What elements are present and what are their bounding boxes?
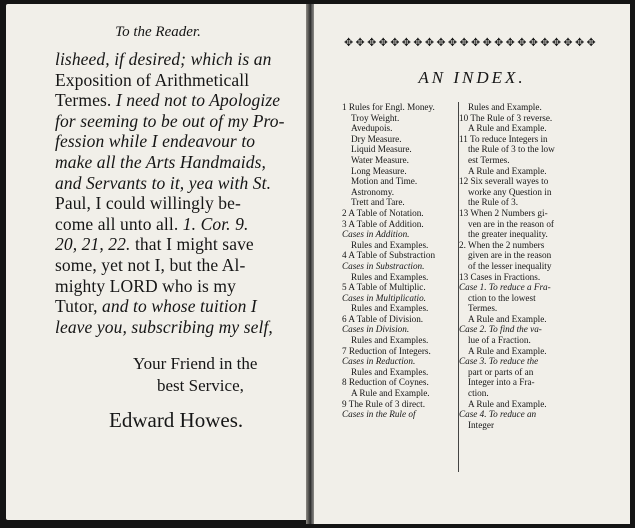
preface-line <box>55 152 266 173</box>
index-entry: 2. When the 2 numbers <box>459 239 545 250</box>
index-entry: 1 Rules for Engl. Money. <box>342 102 435 112</box>
index-entry: 9 The Rule of 3 direct. <box>342 398 426 409</box>
preface-line <box>55 214 248 235</box>
index-entry: Integer into a Fra- <box>468 377 535 388</box>
preface-text-run: 1. Cor. 9. <box>182 213 249 234</box>
preface-text-run: Exposition of Arithmeticall <box>55 69 250 90</box>
preface-line <box>55 255 245 276</box>
ornament-icon: ✥ <box>424 36 435 49</box>
index-entry: Long Measure. <box>351 165 407 176</box>
signature-line-1: Your Friend in the <box>133 354 258 373</box>
index-entry: the greater inequality. <box>468 229 548 240</box>
preface-text-run: make all the Arts Handmaids, <box>55 152 267 172</box>
ornament-icon: ✥ <box>551 36 562 49</box>
index-entry: Cases in Multiplicatio. <box>342 292 426 303</box>
preface-text-run: Paul, I could willingly be- <box>55 193 241 214</box>
index-entry: Rules and Example. <box>468 102 542 112</box>
index-entry: Case 4. To reduce an <box>459 409 537 420</box>
preface-line <box>55 296 257 317</box>
preface-text-run: fession while I endeavour to <box>55 131 256 152</box>
index-entry: 6 A Table of Division. <box>342 313 424 324</box>
index-entry: Case 3. To reduce the <box>459 356 539 367</box>
index-column-right <box>459 102 595 430</box>
ornament-icon: ✥ <box>563 36 573 49</box>
ornament-icon: ✥ <box>344 36 354 49</box>
ornament-icon: ✥ <box>401 36 411 49</box>
index-entry: Rules and Examples. <box>351 303 429 314</box>
index-entry: Avedupois. <box>351 123 393 134</box>
ornament-icon: ✥ <box>482 36 492 49</box>
ornament-icon: ✥ <box>528 36 538 49</box>
ornament-icon: ✥ <box>447 36 458 49</box>
index-entry: Case 1. To reduce a Fra- <box>459 282 551 293</box>
index-entry: Cases in Substraction. <box>342 260 425 271</box>
preface-text-run: Tutor, <box>55 296 103 317</box>
preface-text-run: Termes. <box>55 90 116 111</box>
index-entry: 4 A Table of Substraction <box>342 250 436 261</box>
index-entry: 13 Cases in Fractions. <box>459 271 541 282</box>
ornament-icon: ✥ <box>517 36 527 49</box>
index-entry: worke any Question in <box>468 186 552 197</box>
index-entry: A Rule and Example. <box>468 398 547 409</box>
index-entry: A Rule and Example. <box>468 123 547 134</box>
index-entry: of the lesser inequality <box>468 260 552 271</box>
index-entry: Cases in the Rule of <box>342 409 416 420</box>
preface-text-run: come all unto all. <box>55 213 183 234</box>
index-entry: Case 2. To find the va- <box>459 324 542 335</box>
index-entry: Cases in Reduction. <box>342 356 416 367</box>
signature-line-2: best Service, <box>157 376 244 395</box>
preface-text-run: lisheed, if desired; which is an <box>55 49 272 69</box>
index-entry: A Rule and Example. <box>468 165 547 176</box>
index-entry: the Rule of 3. <box>468 197 519 208</box>
ornament-icon: ✥ <box>586 36 596 49</box>
index-entry: 3 A Table of Addition. <box>342 218 424 229</box>
index-entry: 13 When 2 Numbers gi- <box>459 207 548 218</box>
ornament-icon: ✥ <box>505 36 515 49</box>
preface-line <box>55 276 236 297</box>
index-entry: A Rule and Example. <box>351 388 430 399</box>
index-title: AN INDEX. <box>418 68 526 87</box>
preface-line <box>55 317 273 338</box>
index-entry: 5 A Table of Multiplic. <box>342 282 426 293</box>
index-entry: 2 A Table of Notation. <box>342 207 424 218</box>
author-name: Edward Howes. <box>109 408 244 432</box>
preface-text-run: some, yet not I, but the Al- <box>55 255 246 275</box>
ornament-icon: ✥ <box>390 36 400 49</box>
index-entry: est Termes. <box>468 154 510 165</box>
index-entry: 10 The Rule of 3 reverse. <box>459 112 553 123</box>
ornament-icon: ✥ <box>494 36 504 49</box>
ornament-icon: ✥ <box>378 36 388 49</box>
ornament-icon: ✥ <box>459 36 469 49</box>
index-entry: Astronomy. <box>351 186 395 197</box>
preface-line <box>55 90 280 111</box>
index-entry: Motion and Time. <box>351 176 418 187</box>
left-page <box>6 4 310 520</box>
preface-text-run: mighty LORD who is my <box>55 275 236 296</box>
preface-text-run: I need not to Apologize <box>115 90 281 111</box>
ornament-icon: ✥ <box>574 36 585 49</box>
index-entry: the Rule of 3 to the low <box>468 144 555 155</box>
ornament-icon: ✥ <box>436 36 446 49</box>
index-entry: ction to the lowest <box>468 292 536 303</box>
preface-line <box>55 49 271 70</box>
index-entry: given are in the reason <box>468 250 552 261</box>
ornament-icon: ✥ <box>471 36 481 49</box>
index-entry: 8 Reduction of Coynes. <box>342 377 429 388</box>
index-entry: Rules and Examples. <box>351 335 429 346</box>
index-entry: Cases in Division. <box>342 324 410 335</box>
index-entry: lue of a Fraction. <box>468 335 531 346</box>
preface-line <box>55 131 255 152</box>
preface-text-run: for seeming to be out of my Pro- <box>55 110 285 131</box>
index-entry: A Rule and Example. <box>468 313 547 324</box>
index-entry: 12 Six severall wayes to <box>459 176 549 187</box>
preface-line <box>55 234 254 255</box>
preface-text-run: that I might save <box>130 234 254 255</box>
preface-text-run: and Servants to it, yea with St. <box>55 172 272 193</box>
ornament-border <box>344 36 596 50</box>
index-entry: Liquid Measure. <box>351 144 412 155</box>
index-entry: 7 Reduction of Integers. <box>342 345 431 356</box>
index-entry: A Rule and Example. <box>468 345 547 356</box>
preface-text-run: and to whose tuition I <box>102 296 257 317</box>
page-header: To the Reader. <box>115 24 201 40</box>
right-page <box>314 4 630 524</box>
index-entry: ction. <box>468 388 489 399</box>
index-entry: Cases in Addition. <box>342 229 410 240</box>
preface-line <box>55 173 271 194</box>
index-entry: Integer <box>468 419 495 430</box>
index-entry: part or parts of an <box>468 366 534 377</box>
preface-text-run: 20, 21, 22. <box>55 234 131 255</box>
ornament-icon: ✥ <box>540 36 550 49</box>
index-column-left <box>342 102 474 420</box>
index-entry: Dry Measure. <box>351 133 402 144</box>
index-entry: ven are in the reason of <box>468 218 554 229</box>
preface-text-run: leave you, subscribing my self, <box>55 316 273 337</box>
index-entry: Rules and Examples. <box>351 239 429 250</box>
ornament-icon: ✥ <box>367 36 377 49</box>
ornament-icon: ✥ <box>413 36 423 49</box>
index-entry: Troy Weight. <box>351 112 400 123</box>
index-entry: Rules and Examples. <box>351 271 429 282</box>
index-entry: 11 To reduce Integers in <box>459 133 548 144</box>
preface-line <box>55 193 241 214</box>
index-entry: Rules and Examples. <box>351 366 429 377</box>
preface-line <box>55 70 249 91</box>
preface-line <box>55 111 285 132</box>
index-entry: Termes. <box>468 303 498 314</box>
ornament-icon: ✥ <box>355 36 365 49</box>
index-entry: Trett and Tare. <box>351 197 405 208</box>
index-entry: Water Measure. <box>351 154 409 165</box>
